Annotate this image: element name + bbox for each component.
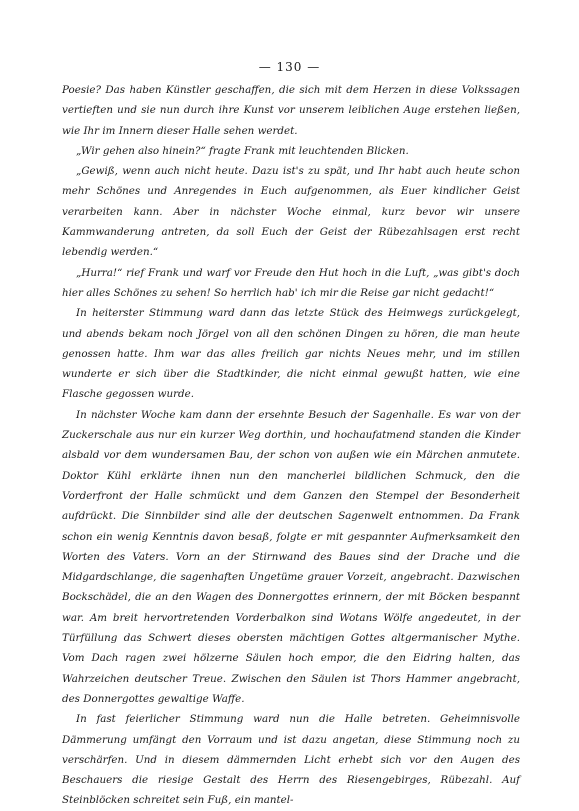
paragraph: In nächster Woche kam dann der ersehnte Besuch der Sagenhalle. Es war von der Zuckerschale aus nur ein kurzer Weg dorthin, und hochaufatmend standen die Kinder alsbald vor dem wundersamen Bau, der schon von außen wie ein Märchen anmutete. Doktor Kühl erklärte ihnen nun den mancherlei bildlichen Schmuck, den die Vorderfront der Halle schmückt und dem Ganzen den Stempel der Besonderheit aufdrückt. Die Sinnbilder sind alle der deutschen Sagenwelt entnommen. Da Frank schon ein wenig Kenntnis davon besaß, folgte er mit gespannter Aufmerksamkeit den Worten des Vaters. Vorn an der Stirnwand des Baues sind der Drache und die Midgardschlange, die sagenhaften Ungetüme grauer Vorzeit, angebracht. Dazwischen Bockschädel, die an den Wagen des Donnergottes erinnern, der mit Böcken bespannt war. Am breit hervortretenden Vorderbalkon sind Wotans Wölfe angedeutet, in der Türfüllung das Schwert dieses obersten mächtigen Gottes altgermanischer Mythe. Vom Dach ragen zwei hölzerne Säulen hoch empor, die den Eidring halten, das Wahrzeichen deutscher Treue. Zwischen den Säulen ist Thors Hammer angebracht, des Donnergottes gewaltige Waffe. — [62, 408, 520, 705]
paragraph: „Wir gehen also hinein?“ fragte Frank mit leuchtenden Blicken. — [76, 144, 409, 157]
paragraph: In heiterster Stimmung ward dann das letzte Stück des Heimwegs zurückgelegt, und abends bekam noch Jörgel von all den schönen Dingen zu hören, die man heute genossen hatte. Ihm war das alles freilich gar nichts Neues mehr, und im stillen wunderte er sich über die Stadtkinder, die nicht einmal gewußt hatten, wie eine Flasche gegossen wurde. — [62, 307, 520, 401]
paragraph: „Gewiß, wenn auch nicht heute. Dazu ist's zu spät, und Ihr habt auch heute schon mehr Schönes und Anregendes in Euch aufgenommen, als Euer kindlicher Geist verarbeiten kann. Aber in nächster Woche einmal, kurz bevor wir unsere Kammwanderung antreten, da soll Euch der Geist der Rübezahlsagen erst recht lebendig werden.“ — [62, 165, 520, 259]
paragraph: „Hurra!“ rief Frank und warf vor Freude den Hut hoch in die Luft, „was gibt's doch hier alles Schönes zu sehen! So herrlich hab' ich mir die Reise gar nicht gedacht!“ — [62, 266, 520, 299]
page-body — [62, 80, 520, 811]
paragraph: In fast feierlicher Stimmung ward nun die Halle betreten. Geheimnisvolle Dämmerung umfängt den Vorraum und ist dazu angetan, diese Stimmung noch zu verschärfen. Und in diesem dämmernden Licht erhebt sich vor den Augen des Beschauers die riesige Gestalt des Herrn des Riesengebirges, Rübezahl. Auf Steinblöcken schreitet sein Fuß, ein mantel- — [62, 713, 520, 807]
page-number: — 130 — — [258, 60, 321, 74]
paragraph: Poesie? Das haben Künstler geschaffen, die sich mit dem Herzen in diese Volkssagen vertieften und sie nun durch ihre Kunst vor unserem leiblichen Auge erstehen ließen, wie Ihr im Innern dieser Halle sehen werdet. — [62, 84, 520, 137]
